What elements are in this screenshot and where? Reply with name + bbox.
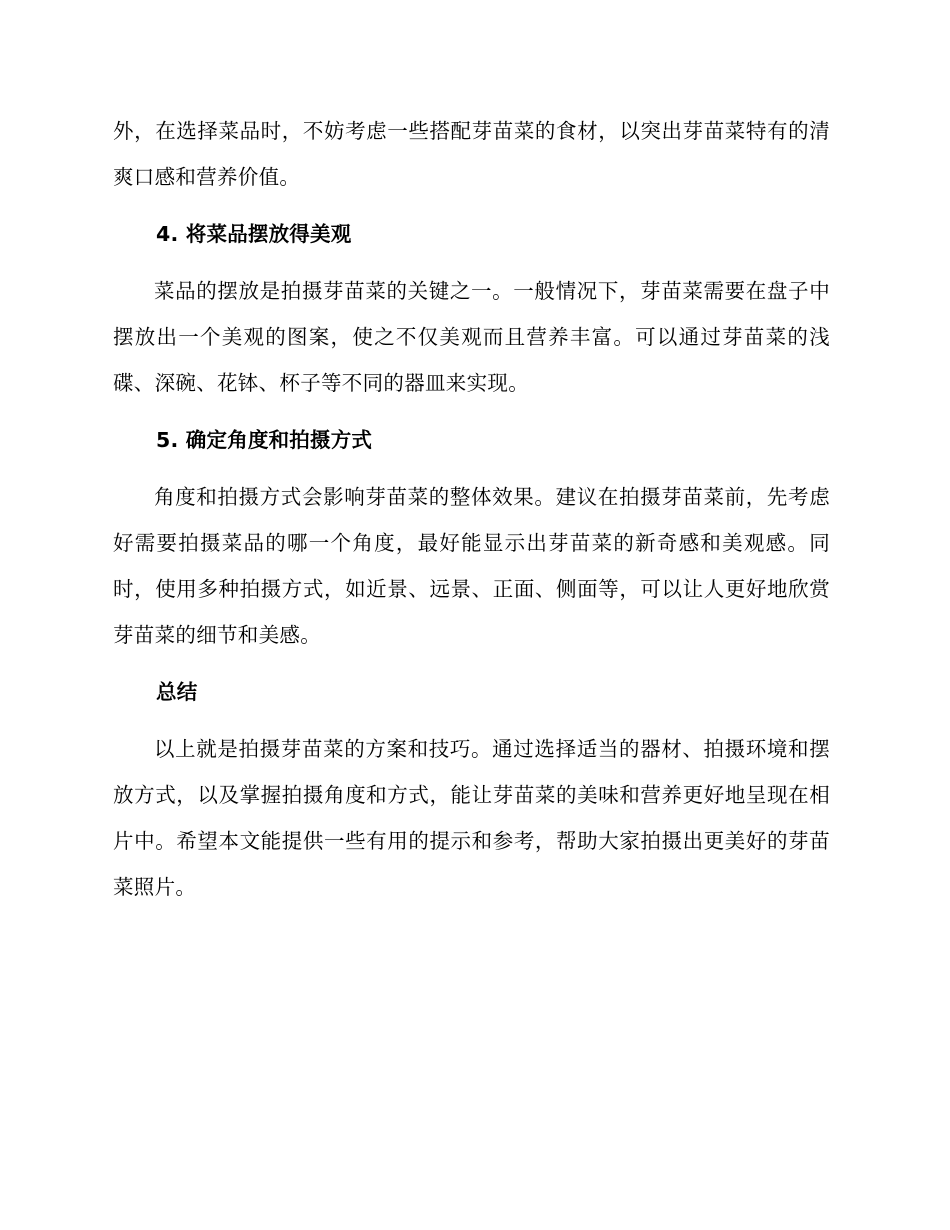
document-body [113,108,830,910]
paragraph-intro-continued: 外，在选择菜品时，不妨考虑一些搭配芽苗菜的食材，以突出芽苗菜特有的清爽口感和营养价值。 [113,119,830,189]
section-5-paragraph: 角度和拍摄方式会影响芽苗菜的整体效果。建议在拍摄芽苗菜前，先考虑好需要拍摄菜品的哪一个角度，最好能显示出芽苗菜的新奇感和美观感。同时，使用多种拍摄方式，如近景、远景、正面、侧面等，可以让人更好地欣赏芽苗菜的细节和美感。 [113,485,830,647]
summary-heading: 总结 [156,680,198,704]
section-heading-4: 4. 将菜品摆放得美观 [156,222,352,246]
summary-paragraph: 以上就是拍摄芽苗菜的方案和技巧。通过选择适当的器材、拍摄环境和摆放方式，以及掌握拍摄角度和方式，能让芽苗菜的美味和营养更好地呈现在相片中。希望本文能提供一些有用的提示和参考，帮助大家拍摄出更美好的芽苗菜照片。 [113,737,830,899]
section-heading-5: 5. 确定角度和拍摄方式 [156,428,373,452]
section-4-paragraph: 菜品的摆放是拍摄芽苗菜的关键之一。一般情况下，芽苗菜需要在盘子中摆放出一个美观的图案，使之不仅美观而且营养丰富。可以通过芽苗菜的浅碟、深碗、花钵、杯子等不同的器皿来实现。 [113,279,830,395]
